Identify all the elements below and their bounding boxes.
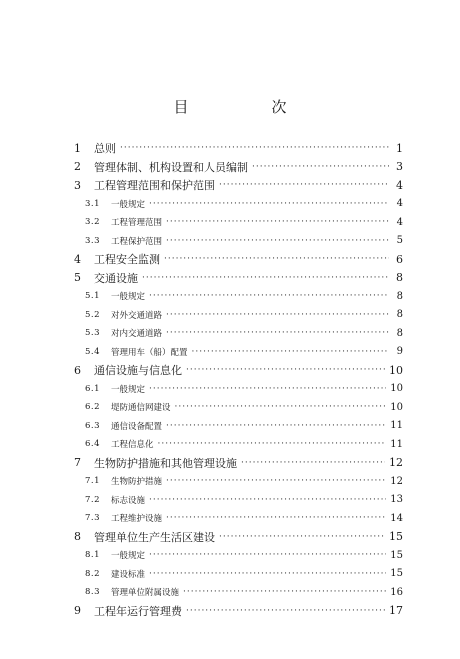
toc-dot-leader: [166, 476, 386, 486]
toc-page-number: 15: [389, 530, 403, 544]
toc-entry-number: 5: [74, 271, 81, 285]
toc-chapter-entry[interactable]: [70, 528, 403, 547]
toc-section-entry[interactable]: [70, 287, 403, 306]
toc-section-entry[interactable]: [70, 509, 403, 528]
toc-chapter-entry[interactable]: [70, 602, 403, 621]
toc-entry-title: 对内交通道路: [111, 329, 163, 340]
toc-entry-number: 3.2: [85, 217, 101, 228]
toc-dot-leader: [252, 162, 389, 172]
toc-dot-leader: [142, 273, 389, 283]
toc-dot-leader: [149, 199, 389, 209]
toc-entry-title: 建设标准: [111, 569, 146, 580]
toc-dot-leader: [149, 569, 386, 579]
toc-entry-number: 3.3: [85, 235, 101, 246]
toc-chapter-entry[interactable]: [70, 269, 403, 288]
toc-section-entry[interactable]: [70, 213, 403, 232]
toc-page-number: 13: [390, 494, 403, 506]
toc-chapter-entry[interactable]: [70, 176, 403, 195]
toc-page-number: 8: [396, 309, 403, 321]
toc-page-number: 8: [396, 327, 403, 339]
toc-dot-leader: [166, 217, 389, 227]
toc-entry-number: 3: [74, 178, 81, 192]
toc-entry-number: 6.1: [85, 383, 101, 394]
toc-entry-number: 5.1: [85, 291, 101, 302]
toc-entry-title: 工程管理范围: [111, 218, 163, 229]
toc-entry-title: 生物防护措施和其他管理设施: [94, 456, 237, 470]
toc-page-number: 8: [396, 271, 403, 285]
toc-section-entry[interactable]: [70, 380, 403, 399]
toc-dot-leader: [241, 458, 385, 468]
toc-chapter-entry[interactable]: [70, 454, 403, 473]
toc-section-entry[interactable]: [70, 324, 403, 343]
toc-entry-title: 工程安全监测: [94, 253, 160, 267]
toc-dot-leader: [192, 347, 389, 357]
toc-dot-leader: [186, 606, 385, 616]
toc-title: 目 次: [173, 98, 321, 116]
toc-entry-number: 7.1: [85, 476, 101, 487]
toc-page-number: 3: [396, 160, 403, 174]
toc-entry-number: 8.3: [85, 587, 101, 598]
toc-dot-leader: [166, 236, 389, 246]
toc-page-number: 9: [396, 346, 403, 358]
toc-entry-number: 6: [74, 363, 81, 377]
toc-entry-title: 管理体制、机构设置和人员编制: [94, 160, 248, 174]
toc-entry-title: 通信设施与信息化: [94, 364, 182, 378]
toc-entry-title: 工程维护设施: [111, 514, 163, 525]
toc-entry-title: 总则: [94, 142, 116, 156]
toc-entry-number: 2: [74, 160, 81, 174]
toc-section-entry[interactable]: [70, 565, 403, 584]
toc-entry-number: 4: [74, 252, 81, 266]
toc-entry-title: 交通设施: [94, 271, 138, 285]
toc-section-entry[interactable]: [70, 546, 403, 565]
toc-entry-title: 一般规定: [111, 199, 146, 210]
toc-page-number: 14: [390, 512, 403, 524]
toc-page-number: 10: [390, 383, 403, 395]
toc-dot-leader: [175, 402, 387, 412]
toc-entry-title: 工程年运行管理费: [94, 604, 182, 618]
toc-entry-number: 7.2: [85, 494, 101, 505]
toc-dot-leader: [219, 532, 385, 542]
toc-section-entry[interactable]: [70, 306, 403, 325]
toc-entry-number: 5.4: [85, 346, 101, 357]
toc-section-entry[interactable]: [70, 232, 403, 251]
toc-page-number: 5: [396, 235, 403, 247]
toc-page-number: 16: [390, 586, 403, 598]
toc-dot-leader: [166, 328, 389, 338]
toc-dot-leader: [183, 587, 386, 597]
toc-page-number: 4: [396, 198, 403, 210]
toc-section-entry[interactable]: [70, 417, 403, 436]
toc-page-number: 11: [390, 420, 403, 432]
toc-section-entry[interactable]: [70, 491, 403, 510]
toc-entry-title: 工程信息化: [111, 440, 154, 451]
toc-entry-number: 6.4: [85, 439, 101, 450]
toc-dot-leader: [166, 513, 386, 523]
toc-entry-number: 7: [74, 456, 81, 470]
toc-entry-title: 管理用车（船）配置: [111, 347, 188, 358]
toc-entry-title: 堤防通信网建设: [111, 403, 171, 414]
toc-dot-leader: [166, 421, 386, 431]
toc-dot-leader: [120, 143, 389, 153]
toc-dot-leader: [149, 550, 386, 560]
toc-chapter-entry[interactable]: [70, 250, 403, 269]
toc-entry-title: 工程管理范围和保护范围: [94, 179, 215, 193]
toc-entry-title: 工程保护范围: [111, 236, 163, 247]
toc-entry-number: 8: [74, 530, 81, 544]
toc-entry-title: 管理单位生产生活区建设: [94, 530, 215, 544]
toc-entry-title: 对外交通道路: [111, 310, 163, 321]
toc-page-number: 15: [390, 549, 403, 561]
toc-entry-number: 9: [74, 604, 81, 618]
toc-dot-leader: [219, 180, 389, 190]
toc-dot-leader: [149, 384, 386, 394]
table-of-contents: [70, 139, 403, 620]
toc-entry-title: 通信设备配置: [111, 421, 163, 432]
toc-section-entry[interactable]: [70, 343, 403, 362]
toc-page-number: 1: [396, 141, 403, 155]
toc-chapter-entry[interactable]: [70, 139, 403, 158]
toc-page-number: 10: [389, 363, 403, 377]
toc-page-number: 4: [396, 216, 403, 228]
toc-page-number: 12: [390, 475, 403, 487]
toc-section-entry[interactable]: [70, 398, 403, 417]
toc-section-entry[interactable]: [70, 472, 403, 491]
toc-page-number: 4: [396, 178, 403, 192]
toc-dot-leader: [149, 495, 386, 505]
toc-entry-title: 一般规定: [111, 551, 146, 562]
toc-chapter-entry[interactable]: [70, 361, 403, 380]
toc-entry-number: 8.2: [85, 568, 101, 579]
toc-entry-title: 标志设施: [111, 495, 146, 506]
toc-entry-number: 8.1: [85, 550, 101, 561]
toc-page-number: 8: [396, 290, 403, 302]
toc-section-entry[interactable]: [70, 435, 403, 454]
toc-entry-title: 一般规定: [111, 384, 146, 395]
toc-entry-number: 3.1: [85, 198, 101, 209]
toc-entry-number: 1: [74, 141, 81, 155]
toc-dot-leader: [158, 439, 387, 449]
toc-entry-number: 5.2: [85, 309, 101, 320]
toc-page-number: 6: [396, 252, 403, 266]
toc-page-number: 11: [390, 438, 403, 450]
toc-section-entry[interactable]: [70, 195, 403, 214]
toc-dot-leader: [166, 310, 389, 320]
toc-page-number: 12: [389, 456, 403, 470]
toc-entry-title: 管理单位附属设施: [111, 588, 180, 599]
toc-page-number: 17: [389, 604, 403, 618]
toc-entry-number: 6.2: [85, 402, 101, 413]
toc-chapter-entry[interactable]: [70, 158, 403, 177]
toc-entry-number: 7.3: [85, 513, 101, 524]
toc-section-entry[interactable]: [70, 583, 403, 602]
toc-entry-title: 一般规定: [111, 292, 146, 303]
toc-page-number: 10: [390, 401, 403, 413]
toc-entry-title: 生物防护措施: [111, 477, 163, 488]
toc-dot-leader: [164, 254, 389, 264]
toc-dot-leader: [186, 365, 385, 375]
toc-page-number: 15: [390, 568, 403, 580]
toc-entry-number: 6.3: [85, 420, 101, 431]
toc-entry-number: 5.3: [85, 328, 101, 339]
toc-dot-leader: [149, 291, 389, 301]
